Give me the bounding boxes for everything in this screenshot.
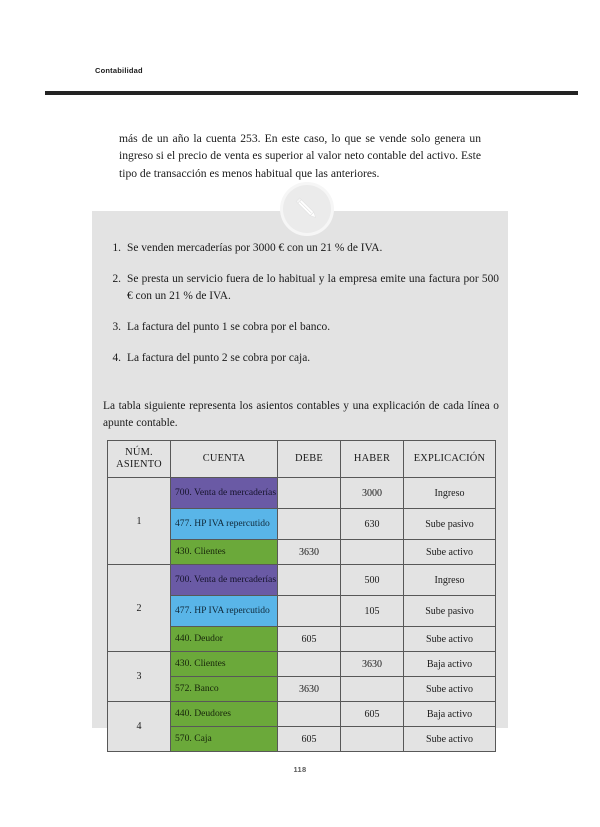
cell-cuenta: 700. Venta de mercaderías [171, 478, 278, 509]
running-head: Contabilidad [95, 66, 143, 75]
column-header-num-line2: ASIENTO [116, 459, 162, 470]
cell-explicacion: Sube activo [404, 540, 496, 565]
cell-explicacion: Sube activo [404, 627, 496, 652]
cell-debe [278, 702, 341, 727]
cell-cuenta: 430. Clientes [171, 540, 278, 565]
cell-debe [278, 565, 341, 596]
cell-haber [341, 727, 404, 752]
cell-haber: 605 [341, 702, 404, 727]
cell-cuenta: 700. Venta de mercaderías [171, 565, 278, 596]
table-header-row [108, 441, 496, 478]
cell-explicacion: Sube pasivo [404, 509, 496, 540]
cell-asiento-number: 4 [108, 702, 171, 752]
table-row [108, 702, 496, 727]
list-item-text: Se venden mercaderías por 3000 € con un 21 % de IVA. [127, 242, 383, 254]
list-item [103, 240, 499, 257]
cell-debe [278, 478, 341, 509]
cell-debe [278, 509, 341, 540]
cell-explicacion: Baja activo [404, 702, 496, 727]
table-row [108, 565, 496, 596]
page-number: 118 [293, 765, 307, 774]
column-header-debe: DEBE [278, 441, 341, 478]
column-header-cuenta: CUENTA [171, 441, 278, 478]
cell-explicacion: Baja activo [404, 652, 496, 677]
cell-cuenta: 570. Caja [171, 727, 278, 752]
cell-debe [278, 652, 341, 677]
cell-asiento-number: 2 [108, 565, 171, 652]
table-intro-paragraph: La tabla siguiente representa los asientos contables y una explicación de cada línea o apunte contable. [103, 400, 499, 430]
task-list [103, 240, 499, 381]
cell-explicacion: Sube pasivo [404, 596, 496, 627]
cell-haber [341, 627, 404, 652]
cell-haber: 500 [341, 565, 404, 596]
cell-haber [341, 677, 404, 702]
cell-cuenta: 572. Banco [171, 677, 278, 702]
list-item-number: 3. [112, 321, 121, 333]
cell-cuenta: 440. Deudor [171, 627, 278, 652]
cell-cuenta: 440. Deudores [171, 702, 278, 727]
column-header-haber: HABER [341, 441, 404, 478]
cell-asiento-number: 3 [108, 652, 171, 702]
pencil-icon [283, 185, 331, 233]
cell-cuenta: 430. Clientes [171, 652, 278, 677]
cell-explicacion: Ingreso [404, 565, 496, 596]
cell-debe: 605 [278, 727, 341, 752]
column-header-num-asiento [108, 441, 171, 478]
cell-haber: 3630 [341, 652, 404, 677]
cell-cuenta: 477. HP IVA repercutido [171, 509, 278, 540]
cell-asiento-number: 1 [108, 478, 171, 565]
cell-explicacion: Sube activo [404, 727, 496, 752]
cell-haber: 3000 [341, 478, 404, 509]
intro-paragraph: más de un año la cuenta 253. En este caso, lo que se vende solo genera un ingreso si el precio de venta es superior al valor neto contable del activo. Este tipo de transacción es menos habitual que las anteriores. [119, 131, 481, 180]
cell-haber: 630 [341, 509, 404, 540]
header-rule [45, 91, 578, 95]
cell-explicacion: Sube activo [404, 677, 496, 702]
cell-debe: 3630 [278, 677, 341, 702]
list-item-text: Se presta un servicio fuera de lo habitual y la empresa emite una factura por 500 € con un 21 % de IVA. [127, 273, 499, 302]
list-item [103, 271, 499, 305]
list-item [103, 319, 499, 336]
cell-explicacion: Ingreso [404, 478, 496, 509]
cell-debe: 3630 [278, 540, 341, 565]
list-item-text: La factura del punto 1 se cobra por el banco. [127, 321, 331, 333]
list-item-number: 2. [112, 273, 121, 285]
cell-haber: 105 [341, 596, 404, 627]
list-item-number: 1. [112, 242, 121, 254]
accounting-entries-table [107, 440, 496, 752]
column-header-explicacion: EXPLICACIÓN [404, 441, 496, 478]
table-row [108, 478, 496, 509]
list-item [103, 350, 499, 367]
cell-debe [278, 596, 341, 627]
cell-haber [341, 540, 404, 565]
table-row [108, 652, 496, 677]
column-header-num-line1: NÚM. [125, 447, 153, 458]
cell-debe: 605 [278, 627, 341, 652]
list-item-number: 4. [112, 352, 121, 364]
cell-cuenta: 477. HP IVA repercutido [171, 596, 278, 627]
list-item-text: La factura del punto 2 se cobra por caja. [127, 352, 311, 364]
